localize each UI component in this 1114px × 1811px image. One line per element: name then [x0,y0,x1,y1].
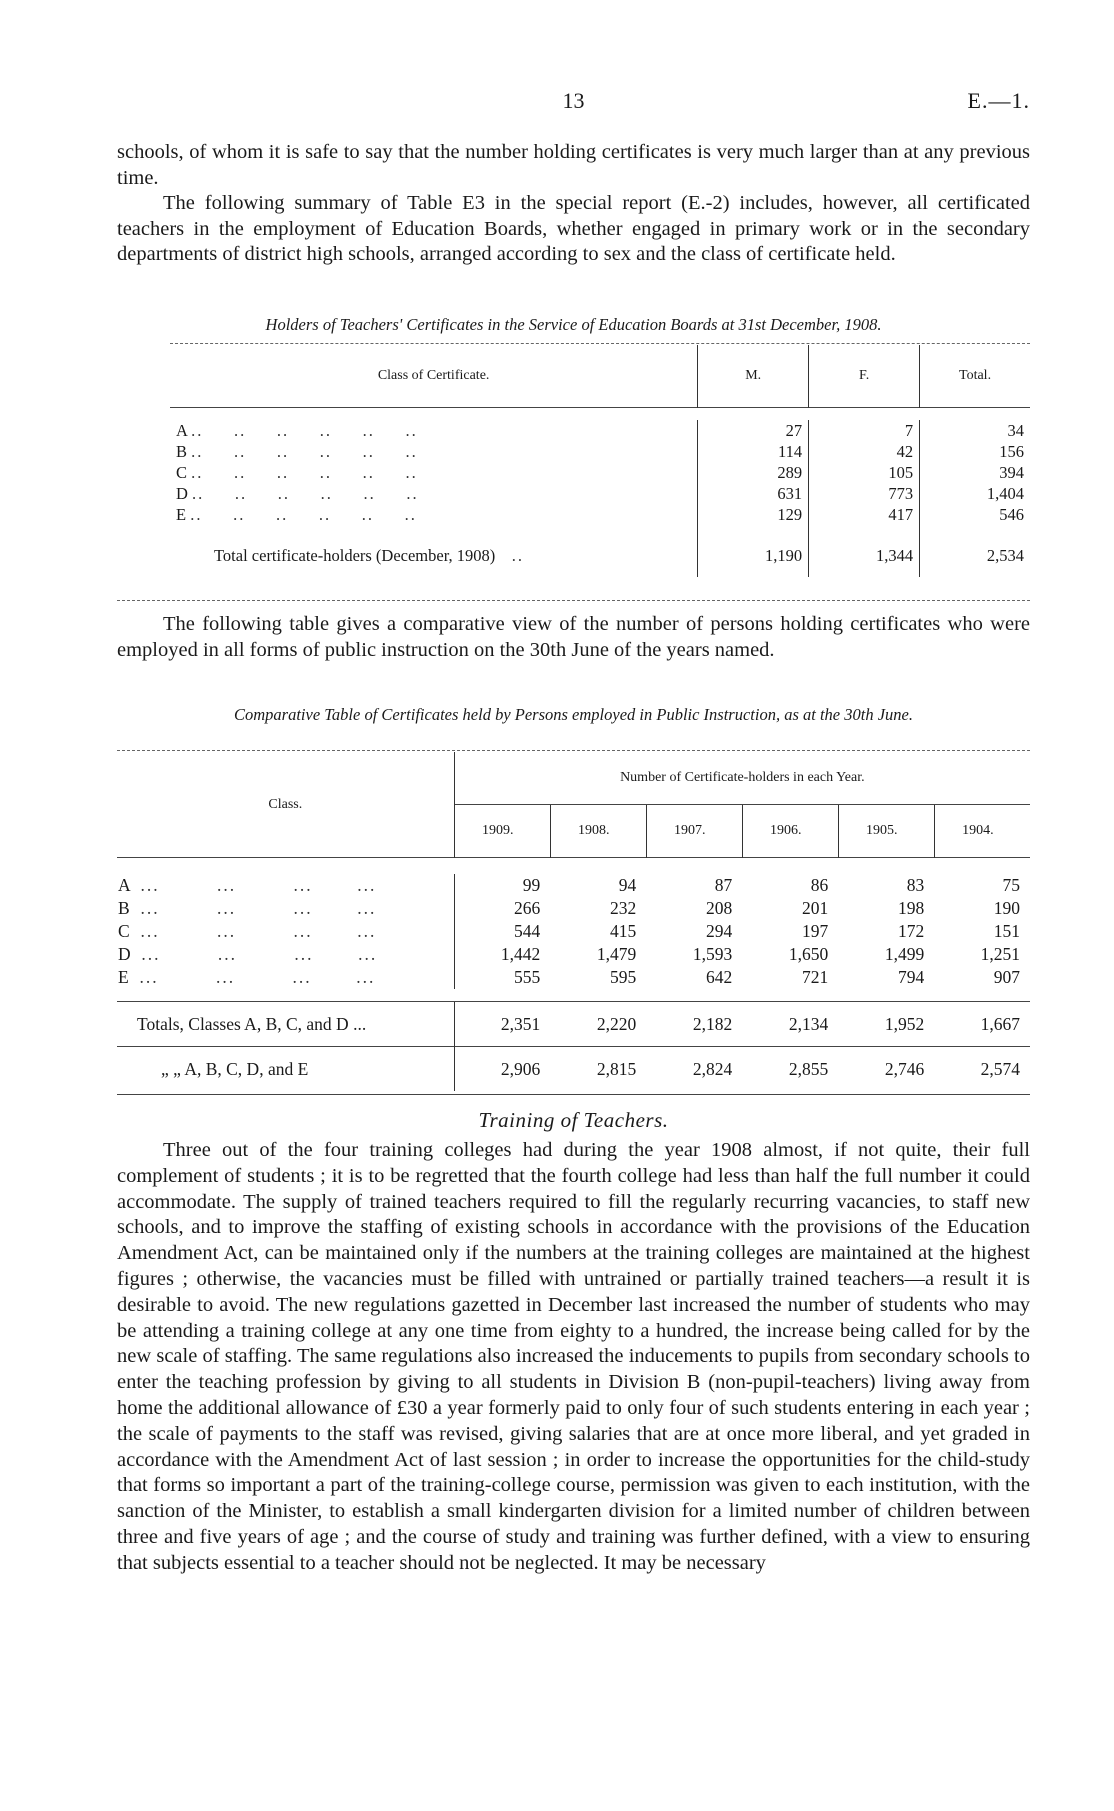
cell-female: 7 [809,420,920,441]
cell-male: 114 [698,441,809,462]
cell: 2,855 [742,1047,838,1092]
leader-dots: .. .. .. .. .. .. [192,483,419,503]
table-row [170,462,1030,483]
page-number: 13 [562,88,585,113]
table2-bottom-rule [117,1094,1030,1095]
col-total: Total. [920,345,1030,408]
table2-top-rule [117,750,1030,751]
spacer [117,989,1030,1002]
cell: 83 [906,875,925,895]
leader-dots: ... ... ... ... [134,875,377,895]
row-label: E [118,967,129,987]
cell: 907 [993,967,1020,987]
total-female: 1,344 [809,525,920,577]
cell: 721 [802,967,829,987]
cell-female: 42 [809,441,920,462]
col-year-1905: 1905. [838,805,934,858]
training-body [117,1138,1030,1577]
cell: 94 [618,875,637,895]
spacer [170,408,1030,421]
total-male: 1,190 [698,525,809,577]
leader-dots: .. .. .. .. .. .. [191,462,418,482]
row-label: D [176,483,188,503]
intro-paragraphs [117,140,1030,268]
cell-total: 34 [920,420,1030,441]
section-heading-training: Training of Teachers. [478,1108,669,1132]
paragraph-continuation: schools, of whom it is safe to say that the number holding certificates is very much larger than at any previous time. [117,141,1030,189]
cell: 75 [1002,875,1020,895]
col-class-of-certificate: Class of Certificate. [377,368,490,383]
table-row [117,943,1030,966]
row-label: E [176,504,187,524]
cell: 232 [610,898,637,918]
cell-male: 129 [698,504,809,525]
totals-row-abcde [117,1047,1030,1092]
row-label: C [118,921,130,941]
table-row [170,483,1030,504]
row-label: B [176,441,188,461]
col-female: F. [809,345,920,408]
table-row [117,920,1030,943]
col-year-1907: 1907. [646,805,742,858]
cell: 201 [802,898,829,918]
cell: 197 [802,921,829,941]
table1-bottom-rule [117,600,1030,601]
paragraph-training: Three out of the four training colleges had during the year 1908 almost, if not quite, their full complement of students ; it is to be regretted that the fourth college had less than half the full number it could accommodate. The supply of trained teachers required to fill the regularly recurring vacancies, to staff new schools, and to improve the staffing of existing schools in accordance with the provisions of the Education Amendment Act, can be maintained only if the numbers at the training colleges are maintained at the highest figures ; otherwise, the vacancies must be filled with untrained or partially trained teachers—a result it is desirable to avoid. The new regulations gazetted in December last increased the number of students who may be attending a training college at any one time from eighty to a hundred, the increase being called for by the new scale of staffing. The same regulations also increased the inducements to pupils from secondary schools to enter the teaching profession by giving to all students in Division B (non-pupil-teachers) living away from home the additional allowance of £30 a year formerly paid to only four of such students entering in each year ; the scale of payments to the staff was revised, giving salaries that are at once more liberal, and yet graded in accordance with the Amendment Act of last session ; in order to increase the opportunities for the child-study that forms so important a part of the training-college course, permission was given to each institution, with the sanction of the Minister, to establish a small kindergarten division for a limited number of children between three and five years of age ; and the course of study and training was further defined, with a view to ensuring that subjects essential to a teacher should not be neglected. It may be necessary [117,1139,1030,1574]
cell: 294 [706,921,733,941]
cell: 86 [810,875,829,895]
totals-abcde-label: „ „ A, B, C, D, and E [117,1047,454,1092]
leader-dots: ... ... ... ... [135,944,378,964]
cell: 1,499 [884,944,925,964]
col-year-1904: 1904. [934,805,1030,858]
cell-total: 546 [920,504,1030,525]
cell: 2,746 [838,1047,934,1092]
cell: 2,182 [646,1002,742,1047]
total-label: Total certificate-holders (December, 1908) [214,546,496,565]
col-class: Class. [268,796,303,812]
leader-dots: ... ... ... ... [134,898,377,918]
cell-female: 773 [809,483,920,504]
cell: 1,251 [980,944,1020,964]
cell: 2,574 [934,1047,1030,1092]
leader-dots: .. .. .. .. .. .. [191,441,418,461]
cell: 595 [610,967,637,987]
table-row [117,897,1030,920]
table-row [117,966,1030,989]
row-label: A [118,875,130,895]
paragraph-summary: The following summary of Table E3 in the special report (E.-2) includes, however, all certificated teachers in the employment of Education Boards, whether engaged in primary work or in the secondary departments of district high schools, arranged according to sex and the class of certificate held. [117,192,1030,265]
cell: 2,134 [742,1002,838,1047]
cell-total: 1,404 [920,483,1030,504]
cell-male: 289 [698,462,809,483]
cell-female: 417 [809,504,920,525]
col-year-1906: 1906. [742,805,838,858]
cell: 1,593 [692,944,733,964]
cell: 198 [898,898,925,918]
cell-male: 27 [698,420,809,441]
cell: 642 [706,967,733,987]
table-row [170,420,1030,441]
row-label: C [176,462,188,482]
certificates-table [170,345,1030,577]
cell: 544 [454,920,550,943]
cell: 555 [454,966,550,989]
leader-dots: .. .. .. .. .. .. [191,420,418,440]
page-header [117,88,1030,118]
table-row [170,441,1030,462]
paragraph-comparative: The following table gives a comparative view of the number of persons holding certificates who were employed in all forms of public instruction on the 30th June of the years named. [117,613,1030,661]
cell: 2,815 [550,1047,646,1092]
cell-male: 631 [698,483,809,504]
cell: 208 [706,898,733,918]
leader-dots: ... ... ... ... [133,967,376,987]
cell: 1,479 [596,944,637,964]
cell-total: 394 [920,462,1030,483]
col-male: M. [698,345,809,408]
table-total-row: Total certificate-holders (December, 1908) .. 1,190 1,344 2,534 [170,525,1030,577]
cell: 415 [610,921,637,941]
col-year-1909: 1909. [454,805,550,858]
table2-caption: Comparative Table of Certificates held by Persons employed in Public Instruction, as at the 30th June. [233,705,913,724]
comparative-intro [117,612,1030,663]
cell: 1,952 [838,1002,934,1047]
totals-abcd-label: Totals, Classes A, B, C, and D ... [117,1002,454,1047]
cell: 1,442 [454,943,550,966]
row-label: D [118,944,131,964]
row-label: A [176,420,188,440]
leader-dots: ... ... ... ... [134,921,377,941]
cell: 2,351 [454,1002,550,1047]
table-row [170,504,1030,525]
cell: 1,667 [934,1002,1030,1047]
row-label: B [118,898,130,918]
table-row [117,874,1030,897]
cell: 151 [993,921,1020,941]
spacer [117,858,1030,875]
cell-total: 156 [920,441,1030,462]
total-all: 2,534 [920,525,1030,577]
col-group-year-counts: Number of Certificate-holders in each Year. [454,752,1030,805]
cell: 99 [454,874,550,897]
table1-caption: Holders of Teachers' Certificates in the Service of Education Boards at 31st December, 1908. [265,315,882,334]
cell: 1,650 [788,944,829,964]
col-year-1908: 1908. [550,805,646,858]
leader-dots: .. .. .. .. .. .. [190,504,417,524]
cell: 87 [714,875,733,895]
cell: 172 [898,921,925,941]
cell-female: 105 [809,462,920,483]
comparative-table [117,752,1030,1091]
cell: 190 [993,898,1020,918]
cell: 2,824 [646,1047,742,1092]
document-reference: E.—1. [967,88,1030,113]
totals-row-abcd [117,1002,1030,1047]
cell: 794 [898,967,925,987]
cell: 266 [454,897,550,920]
cell: 2,906 [454,1047,550,1092]
table1-top-rule [170,343,1030,344]
cell: 2,220 [550,1002,646,1047]
